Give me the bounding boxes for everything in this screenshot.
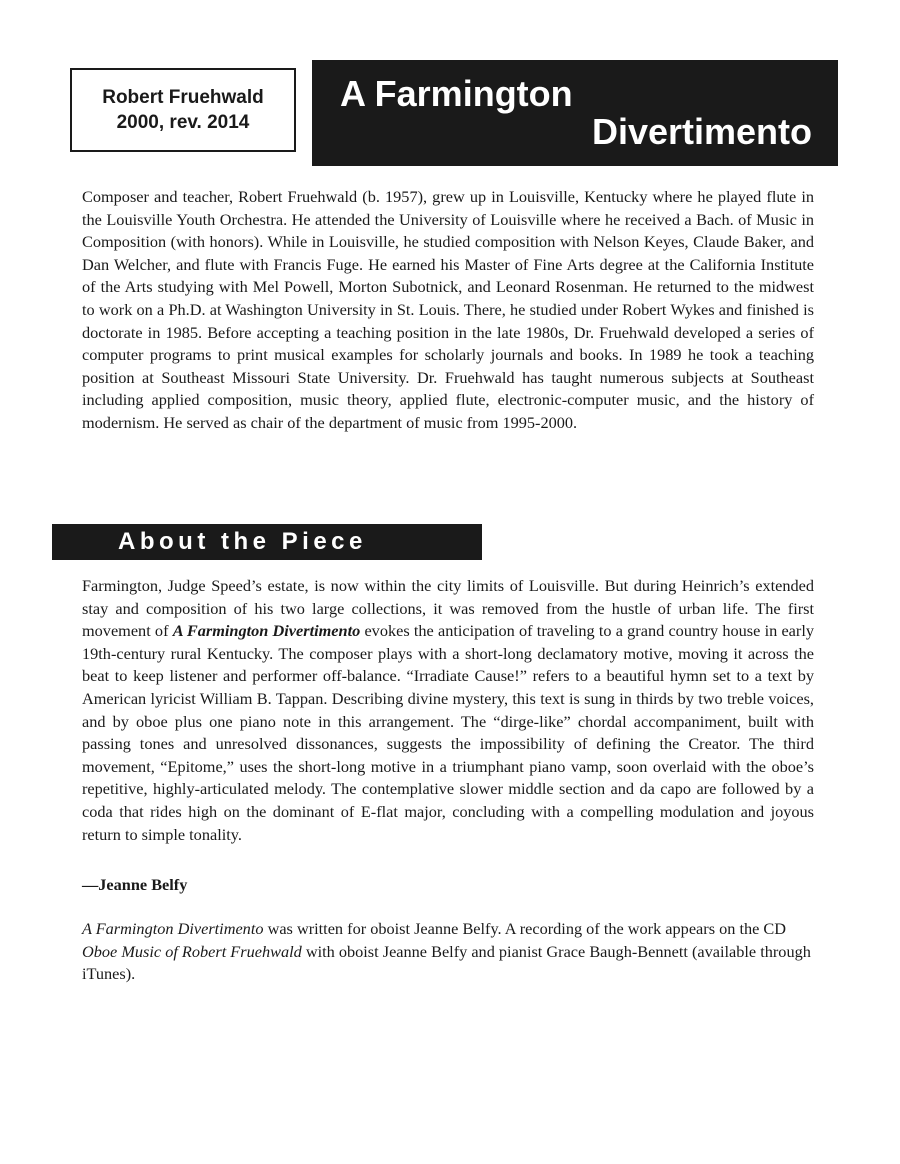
credits-paragraph <box>82 918 814 986</box>
credits-cd-title: Oboe Music of Robert Fruehwald <box>82 941 302 961</box>
composer-bio: Composer and teacher, Robert Fruehwald (b. 1957), grew up in Louisville, Kentucky where he played flute in the Louisville Youth Orchestra. He attended the University of Louisville where he received a Bach. of Music in Composition (with honors). While in Louisville, he studied composition with Nelson Keyes, Claude Baker, and Dan Welcher, and flute with Francis Fuge. He earned his Master of Fine Arts degree at the California Institute of the Arts studying with Mel Powell, Morton Subotnick, and Leonard Rosenman. He returned to the midwest to work on a Ph.D. at Washington University in St. Louis. There, he studied under Robert Wykes and finished is doctorate in 1985. Before accepting a teaching position in the late 1980s, Dr. Fruehwald developed a series of computer programs to print musical examples for scholarly journals and books. In 1989 he took a teaching position at Southeast Missouri State University. Dr. Fruehwald has taught numerous subjects at Southeast including applied composition, music theory, applied flute, electronic-computer music, and the history of modernism. He served as chair of the department of music from 1995-2000. <box>82 187 814 432</box>
composer-box <box>70 68 296 152</box>
about-piece-title: A Farmington Divertimento <box>172 621 361 641</box>
credits-text-part-1: was written for oboist Jeanne Belfy. A recording of the work appears on the CD <box>263 919 787 938</box>
credits-text-part-2: with oboist Jeanne Belfy and pianist Grace Baugh-Bennett (available through iTunes). <box>82 941 811 984</box>
about-text-part-1: Farmington, Judge Speed’s estate, is now within the city limits of Louisville. But during Heinrich’s extended stay and composition of his two large collections, it was removed from the hustle of urban life. The first movement of <box>82 576 814 641</box>
piece-title-banner <box>312 60 838 166</box>
about-text-part-2: evokes the anticipation of traveling to a grand country house in early 19th-century rural Kentucky. The composer plays with a short-long declamatory motive, moving it across the beat to keep listener and performer off-balance. “Irradiate Cause!” refers to a beautiful hymn set to a text by American lyricist William B. Tappan. Describing divine mystery, this text is sung in thirds by two treble voices, and by oboe plus one piano note in this arrangement. The “dirge-like” chordal accompaniment, built with passing tones and unresolved dissonances, suggests the impossibility of defining the Creator. The third movement, “Epitome,” uses the short-long motive in a triumphant piano vamp, soon overlaid with the oboe’s repetitive, highly-articulated melody. The contemplative slower middle section and da capo are followed by a coda that rides high on the dominant of E-flat major, concluding with a compelling modulation and joyous return to simple tonality. <box>82 621 814 844</box>
title-line-1: A Farmington <box>340 73 573 114</box>
composer-name: Robert Fruehwald <box>102 87 264 108</box>
title-line-2: Divertimento <box>591 111 812 152</box>
about-section-heading: About the Piece <box>52 524 482 560</box>
author-signature: —Jeanne Belfy <box>82 875 188 894</box>
composer-dates: 2000, rev. 2014 <box>116 112 250 133</box>
credits-piece-title: A Farmington Divertimento <box>82 919 264 938</box>
about-paragraph <box>82 575 814 846</box>
